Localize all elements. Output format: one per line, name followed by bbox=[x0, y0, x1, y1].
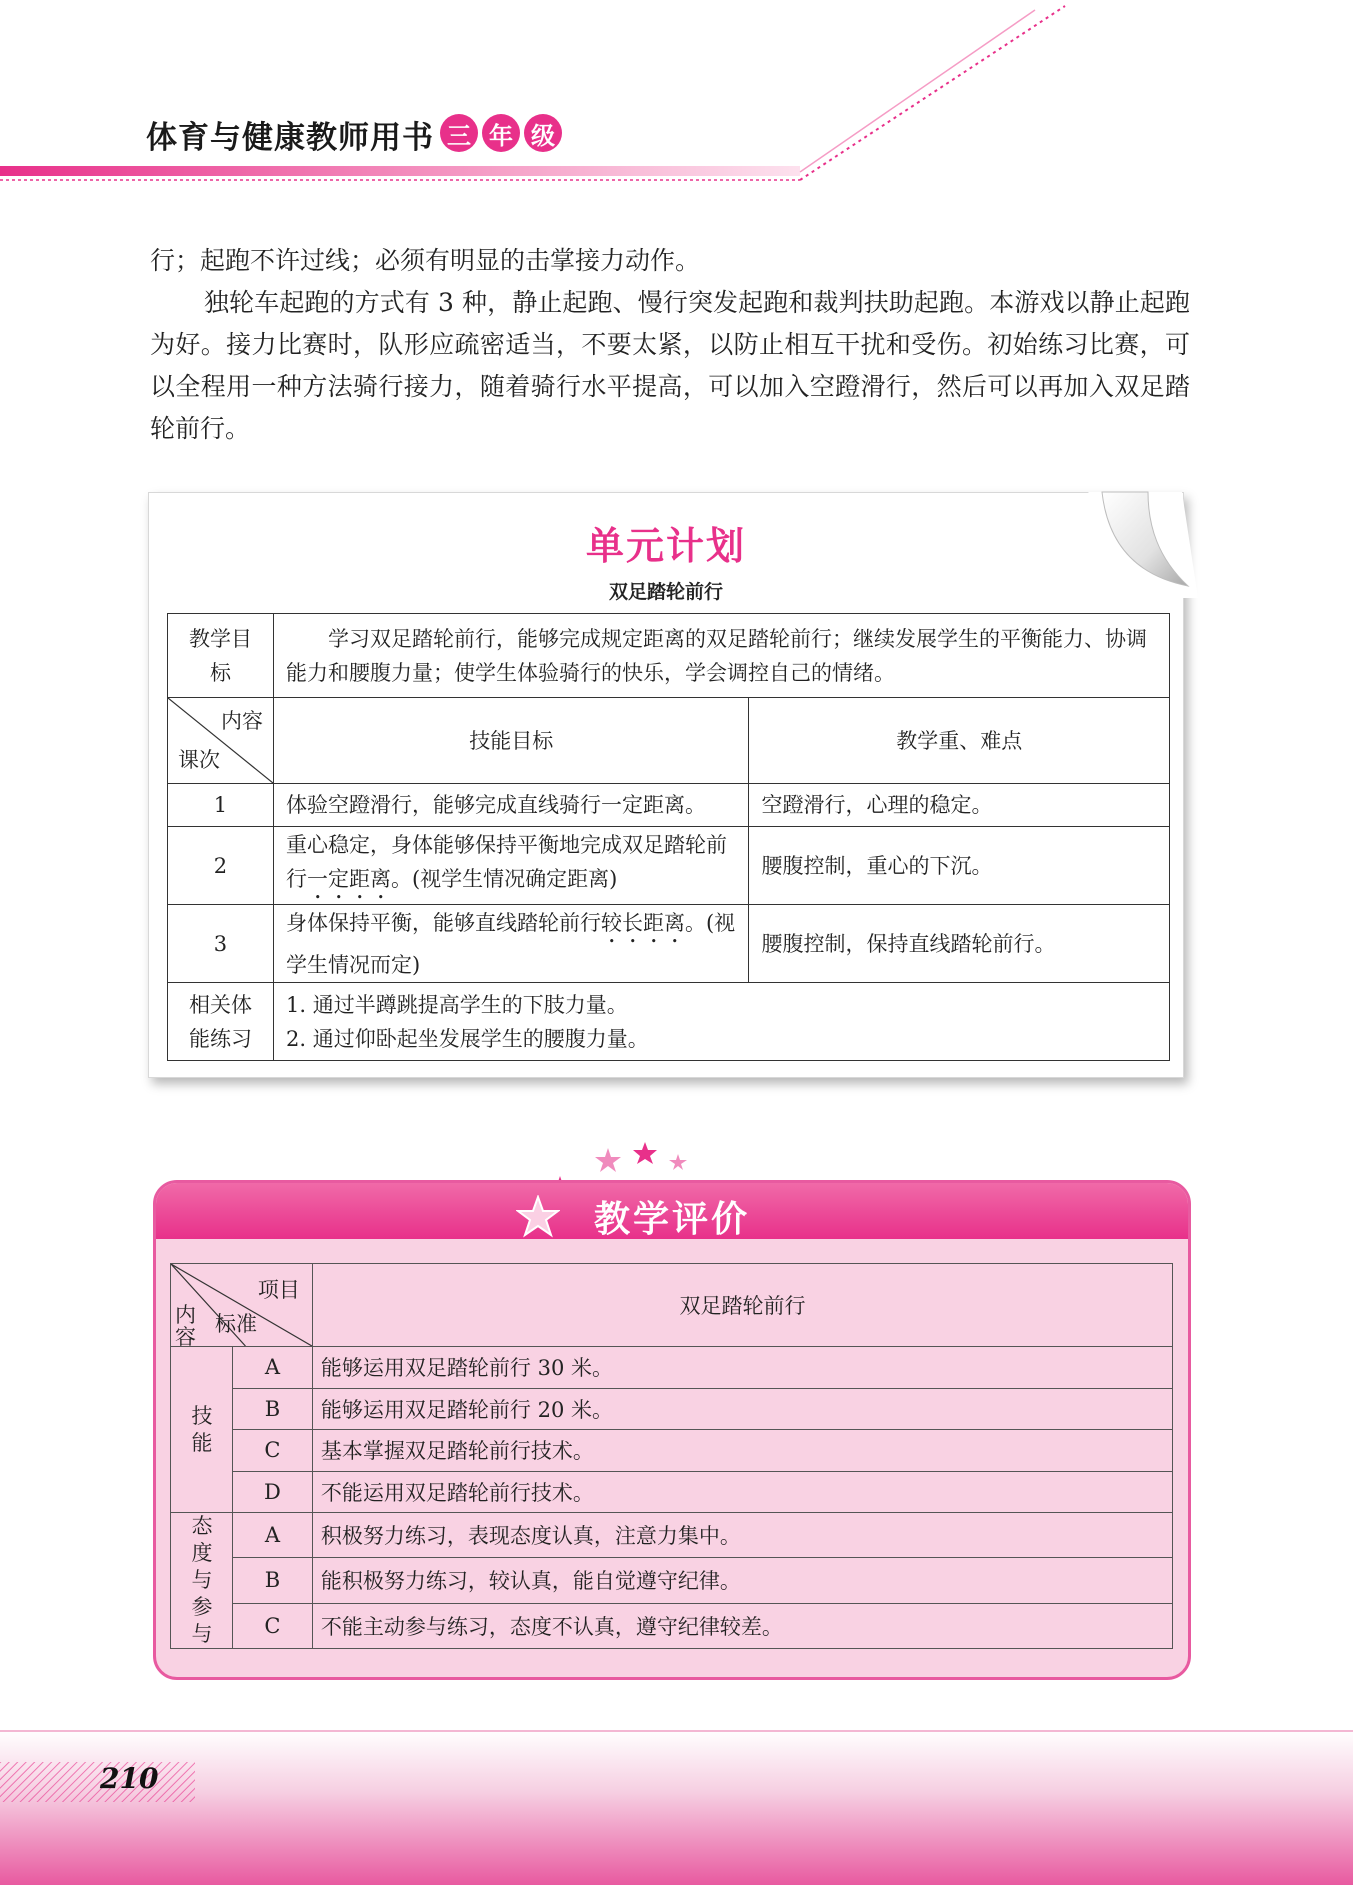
fitness-item: 1. 通过半蹲跳提高学生的下肢力量。 bbox=[285, 992, 628, 1017]
criteria-text: 能够运用双足踏轮前行 30 米。 bbox=[312, 1347, 1172, 1389]
grade-letter: A bbox=[232, 1513, 312, 1558]
emphasis-text: 较长距离 bbox=[600, 910, 685, 935]
footer-line bbox=[0, 1730, 1353, 1732]
unit-plan-title: 单元计划 bbox=[585, 524, 746, 568]
page-curl-decoration bbox=[1088, 486, 1198, 598]
table-row bbox=[168, 698, 1170, 784]
unit-plan-card bbox=[148, 492, 1184, 1078]
attitude-category-label: 态度与参与 bbox=[191, 1514, 213, 1646]
diag-top-label: 内容 bbox=[220, 709, 263, 733]
table-row bbox=[168, 905, 1170, 983]
criteria-text: 能够运用双足踏轮前行 20 米。 bbox=[312, 1388, 1172, 1430]
paragraph: 行；起跑不许过线；必须有明显的击掌接力动作。 bbox=[150, 246, 701, 275]
grade-badge bbox=[440, 114, 562, 152]
table-row bbox=[171, 1430, 1173, 1472]
grade-char: 年 bbox=[482, 114, 520, 152]
lesson-number: 2 bbox=[168, 827, 274, 905]
attitude-category bbox=[171, 1513, 233, 1649]
lesson-number: 3 bbox=[168, 905, 274, 983]
lesson-skill bbox=[273, 905, 748, 983]
goal-label: 教学目标 bbox=[168, 614, 274, 698]
grade-letter: D bbox=[232, 1471, 312, 1513]
skill-note: 。(视学生情况确定距离) bbox=[390, 866, 618, 891]
diag-item-label: 项目 bbox=[257, 1278, 300, 1302]
paragraph: 独轮车起跑的方式有 3 种，静止起跑、慢行突发起跑和裁判扶助起跑。本游戏以静止起跑为好。接力比赛时，队形应疏密适当，不要太紧，以防止相互干扰和受伤。初始练习比赛，可以全程用一种方法骑行接力，随着骑行水平提高，可以加入空蹬滑行，然后可以再加入双足踏轮前行。 bbox=[150, 288, 1190, 443]
skill-category bbox=[171, 1347, 233, 1513]
diagonal-header bbox=[168, 698, 274, 784]
fitness-label-text: 相关体能练习 bbox=[188, 992, 252, 1051]
grade-letter: A bbox=[232, 1347, 312, 1389]
table-row bbox=[171, 1513, 1173, 1558]
book-title: 体育与健康教师用书 bbox=[146, 120, 434, 156]
diagonal-header bbox=[171, 1264, 313, 1347]
lesson-focus: 空蹬滑行，心理的稳定。 bbox=[749, 784, 1170, 827]
evaluation-title: 教学评价 bbox=[593, 1199, 750, 1240]
grade-letter: C bbox=[232, 1603, 312, 1648]
diag-standard-label: 标准 bbox=[215, 1312, 257, 1336]
header-decoration bbox=[0, 0, 1353, 200]
lesson-focus: 腰腹控制，重心的下沉。 bbox=[749, 827, 1170, 905]
fitness-label bbox=[168, 983, 274, 1061]
table-row bbox=[171, 1264, 1173, 1347]
evaluation-column-title: 双足踏轮前行 bbox=[312, 1264, 1172, 1347]
col-skill: 技能目标 bbox=[273, 698, 748, 784]
page-number: 210 bbox=[100, 1762, 159, 1795]
fitness-list bbox=[273, 983, 1169, 1061]
table-row bbox=[168, 983, 1170, 1061]
evaluation-table bbox=[170, 1263, 1173, 1649]
lesson-focus: 腰腹控制，保持直线踏轮前行。 bbox=[749, 905, 1170, 983]
table-row bbox=[171, 1388, 1173, 1430]
grade-letter: C bbox=[232, 1430, 312, 1472]
grade-letter: B bbox=[232, 1558, 312, 1603]
table-row bbox=[171, 1347, 1173, 1389]
emphasis-text: 一定距离 bbox=[306, 866, 391, 891]
criteria-text: 基本掌握双足踏轮前行技术。 bbox=[312, 1430, 1172, 1472]
skill-category-label: 技能 bbox=[191, 1403, 213, 1455]
fitness-item: 2. 通过仰卧起坐发展学生的腰腹力量。 bbox=[285, 1026, 649, 1051]
criteria-text: 能积极努力练习，较认真，能自觉遵守纪律。 bbox=[312, 1558, 1172, 1603]
diag-bottom-label: 课次 bbox=[178, 748, 220, 772]
lesson-skill bbox=[273, 827, 748, 905]
skill-text: 重心稳定，身体能够保持平衡地完成双足踏轮前行 bbox=[285, 832, 727, 891]
skill-note: 。(视学生情况而定) bbox=[285, 910, 736, 977]
grade-char: 三 bbox=[440, 114, 478, 152]
criteria-text: 不能运用双足踏轮前行技术。 bbox=[312, 1471, 1172, 1513]
unit-plan-subtitle: 双足踏轮前行 bbox=[608, 581, 723, 603]
col-focus: 教学重、难点 bbox=[749, 698, 1170, 784]
table-row bbox=[168, 827, 1170, 905]
criteria-text: 不能主动参与练习，态度不认真，遵守纪律较差。 bbox=[312, 1603, 1172, 1648]
table-row bbox=[171, 1471, 1173, 1513]
unit-plan-table bbox=[167, 613, 1170, 1061]
table-row bbox=[171, 1558, 1173, 1603]
grade-letter: B bbox=[232, 1388, 312, 1430]
goal-text: 学习双足踏轮前行，能够完成规定距离的双足踏轮前行；继续发展学生的平衡能力、协调能力和腰腹力量；使学生体验骑行的快乐，学会调控自己的情绪。 bbox=[273, 614, 1169, 698]
skill-text: 身体保持平衡，能够直线踏轮前行 bbox=[285, 910, 601, 935]
criteria-text: 积极努力练习，表现态度认真，注意力集中。 bbox=[312, 1513, 1172, 1558]
table-row bbox=[171, 1603, 1173, 1648]
footer-band bbox=[0, 1730, 1353, 1885]
lesson-skill: 体验空蹬滑行，能够完成直线骑行一定距离。 bbox=[273, 784, 748, 827]
table-row bbox=[168, 614, 1170, 698]
evaluation-box bbox=[153, 1180, 1191, 1680]
diag-content-label: 内容 bbox=[175, 1303, 196, 1349]
grade-char: 级 bbox=[524, 114, 562, 152]
table-row bbox=[168, 784, 1170, 827]
lesson-number: 1 bbox=[168, 784, 274, 827]
footer-hatch-decoration bbox=[0, 1762, 195, 1802]
